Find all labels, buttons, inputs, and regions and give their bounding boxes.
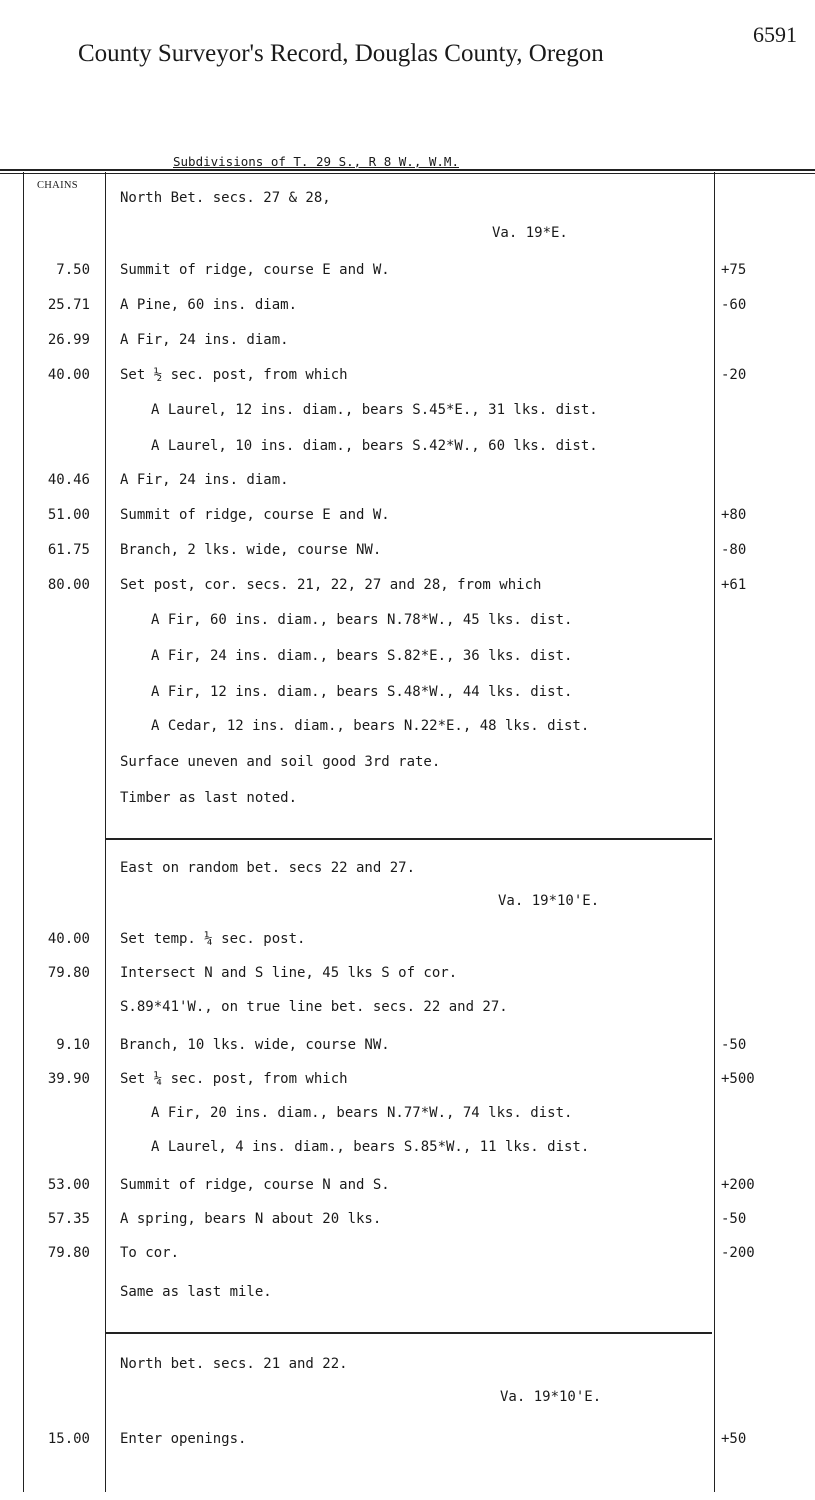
chain-distance: 61.75 bbox=[47, 542, 90, 558]
chain-distance: 40.00 bbox=[47, 367, 90, 383]
row-description: Branch, 10 lks. wide, course NW. bbox=[120, 1037, 390, 1053]
row-description: S.89*41'W., on true line bet. secs. 22 and 27. bbox=[120, 999, 508, 1015]
row-description: Set temp. ¼ sec. post. bbox=[120, 931, 306, 947]
chain-distance: 79.80 bbox=[47, 965, 90, 981]
row-description: East on random bet. secs 22 and 27. bbox=[120, 860, 416, 876]
row-description: Set ½ sec. post, from which bbox=[120, 367, 348, 383]
row-description: North bet. secs. 21 and 22. bbox=[120, 1356, 348, 1372]
row-description: A Fir, 60 ins. diam., bears N.78*W., 45 lks. dist. bbox=[151, 612, 573, 628]
chain-distance: 80.00 bbox=[47, 577, 90, 593]
chain-distance: 40.00 bbox=[47, 931, 90, 947]
row-description: A Fir, 12 ins. diam., bears S.48*W., 44 lks. dist. bbox=[151, 684, 573, 700]
row-description: North Bet. secs. 27 & 28, bbox=[120, 190, 331, 206]
row-description: A Fir, 24 ins. diam. bbox=[120, 332, 289, 348]
chain-distance: 7.50 bbox=[56, 262, 90, 278]
elevation-column-divider bbox=[714, 172, 715, 1492]
row-description: To cor. bbox=[120, 1245, 180, 1261]
row-description: Set post, cor. secs. 21, 22, 27 and 28, from which bbox=[120, 577, 542, 593]
row-description: Enter openings. bbox=[120, 1431, 247, 1447]
elevation-change: +61 bbox=[721, 577, 747, 593]
elevation-change: +75 bbox=[721, 262, 747, 278]
chain-distance: 79.80 bbox=[47, 1245, 90, 1261]
elevation-change: +80 bbox=[721, 507, 747, 523]
chain-distance: 9.10 bbox=[56, 1037, 90, 1053]
row-description: Intersect N and S line, 45 lks S of cor. bbox=[120, 965, 458, 981]
chain-distance: 15.00 bbox=[47, 1431, 90, 1447]
top-rule-thin bbox=[0, 173, 815, 174]
row-description: Summit of ridge, course N and S. bbox=[120, 1177, 390, 1193]
page-title: County Surveyor's Record, Douglas County, Oregon bbox=[78, 40, 604, 67]
section-divider bbox=[106, 838, 712, 840]
row-description: Set ¼ sec. post, from which bbox=[120, 1071, 348, 1087]
row-description: Timber as last noted. bbox=[120, 790, 298, 806]
row-description: A Cedar, 12 ins. diam., bears N.22*E., 48 lks. dist. bbox=[151, 718, 590, 734]
elevation-change: -50 bbox=[721, 1211, 747, 1227]
row-description: A spring, bears N about 20 lks. bbox=[120, 1211, 382, 1227]
row-description: Summit of ridge, course E and W. bbox=[120, 507, 390, 523]
chain-distance: 51.00 bbox=[47, 507, 90, 523]
page-number: 6591 bbox=[753, 22, 797, 47]
elevation-change: -200 bbox=[721, 1245, 755, 1261]
row-description: A Laurel, 10 ins. diam., bears S.42*W., 60 lks. dist. bbox=[151, 438, 598, 454]
row-description: A Fir, 24 ins. diam., bears S.82*E., 36 lks. dist. bbox=[151, 648, 573, 664]
chain-distance: 25.71 bbox=[47, 297, 90, 313]
variation-note: Va. 19*10'E. bbox=[500, 1389, 602, 1405]
chain-distance: 39.90 bbox=[47, 1071, 90, 1087]
row-description: A Laurel, 12 ins. diam., bears S.45*E., 31 lks. dist. bbox=[151, 402, 598, 418]
row-description: Branch, 2 lks. wide, course NW. bbox=[120, 542, 382, 558]
section-divider bbox=[106, 1332, 712, 1334]
elevation-change: -60 bbox=[721, 297, 747, 313]
elevation-change: +500 bbox=[721, 1071, 755, 1087]
elevation-change: -80 bbox=[721, 542, 747, 558]
variation-note: Va. 19*E. bbox=[492, 225, 568, 241]
variation-note: Va. 19*10'E. bbox=[498, 893, 600, 909]
row-description: A Laurel, 4 ins. diam., bears S.85*W., 11 lks. dist. bbox=[151, 1139, 590, 1155]
chain-distance: 40.46 bbox=[47, 472, 90, 488]
chains-column-divider bbox=[105, 172, 106, 1492]
row-description: Summit of ridge, course E and W. bbox=[120, 262, 390, 278]
row-description: A Fir, 20 ins. diam., bears N.77*W., 74 lks. dist. bbox=[151, 1105, 573, 1121]
chain-distance: 26.99 bbox=[47, 332, 90, 348]
chain-distance: 57.35 bbox=[47, 1211, 90, 1227]
table-subtitle: Subdivisions of T. 29 S., R 8 W., W.M. bbox=[173, 154, 459, 169]
row-description: A Pine, 60 ins. diam. bbox=[120, 297, 298, 313]
chains-column-header: CHAINS bbox=[37, 180, 78, 191]
elevation-change: +50 bbox=[721, 1431, 747, 1447]
elevation-change: -20 bbox=[721, 367, 747, 383]
elevation-change: +200 bbox=[721, 1177, 755, 1193]
elevation-change: -50 bbox=[721, 1037, 747, 1053]
row-description: Same as last mile. bbox=[120, 1284, 272, 1300]
chain-distance: 53.00 bbox=[47, 1177, 90, 1193]
row-description: A Fir, 24 ins. diam. bbox=[120, 472, 289, 488]
top-rule bbox=[0, 169, 815, 171]
row-description: Surface uneven and soil good 3rd rate. bbox=[120, 754, 441, 770]
